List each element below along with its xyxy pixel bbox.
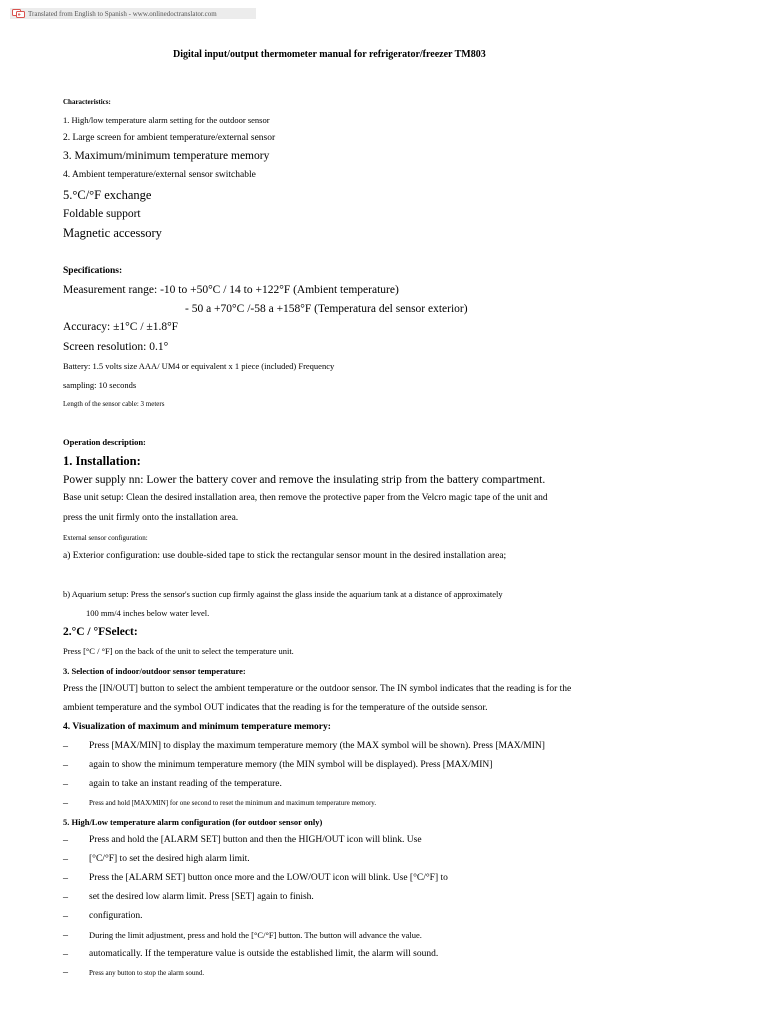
select-unit-text: Press [°C / °F] on the back of the unit to select the temperature unit. <box>63 646 294 656</box>
memory-list-item: again to take an instant reading of the temperature. <box>89 779 282 789</box>
characteristic-item: 5.°C/°F exchange <box>63 188 152 202</box>
spec-cable: Length of the sensor cable: 3 meters <box>63 400 165 408</box>
characteristics-heading: Characteristics: <box>63 98 111 106</box>
characteristic-item: 1. High/low temperature alarm setting for the outdoor sensor <box>63 115 270 125</box>
spec-range-external: - 50 a +70°C /-58 a +158°F (Temperatura del sensor exterior) <box>185 303 468 315</box>
exterior-config-text: a) Exterior configuration: use double-sided tape to stick the rectangular sensor mount in the desired installation area; <box>63 551 507 561</box>
list-bullet: – <box>63 892 68 903</box>
memory-list-item: Press and hold [MAX/MIN] for one second to reset the minimum and maximum temperature memory. <box>89 799 377 807</box>
characteristic-item: 3. Maximum/minimum temperature memory <box>63 150 270 162</box>
spec-resolution: Screen resolution: 0.1° <box>63 341 169 353</box>
power-supply-text: Power supply nn: Lower the battery cover and remove the insulating strip from the battery compartment. <box>63 474 546 486</box>
characteristic-item: Magnetic accessory <box>63 226 162 240</box>
list-bullet: – <box>63 779 68 790</box>
translation-banner[interactable] <box>10 8 256 19</box>
base-setup-text: Base unit setup: Clean the desired installation area, then remove the protective paper from the Velcro magic tape of the unit and <box>63 493 548 503</box>
operation-heading: Operation description: <box>63 437 146 447</box>
alarm-list-item: automatically. If the temperature value is outside the established limit, the alarm will sound. <box>89 949 439 959</box>
alarm-list-item: configuration. <box>89 911 143 921</box>
memory-list-item: again to show the minimum temperature memory (the MIN symbol will be displayed). Press [MAX/MIN] <box>89 760 493 770</box>
alarm-list-item: [°C/°F] to set the desired high alarm limit. <box>89 854 250 864</box>
memory-heading: 4. Visualization of maximum and minimum temperature memory: <box>63 722 331 732</box>
list-bullet: – <box>63 949 68 960</box>
installation-heading: 1. Installation: <box>63 454 141 468</box>
spec-accuracy: Accuracy: ±1°C / ±1.8°F <box>63 321 179 333</box>
characteristic-item: Foldable support <box>63 208 141 220</box>
inout-text: Press the [IN/OUT] button to select the ambient temperature or the outdoor sensor. The IN symbol indicates that the reading is for the <box>63 684 572 694</box>
inout-heading: 3. Selection of indoor/outdoor sensor temperature: <box>63 666 246 676</box>
list-bullet: – <box>63 854 68 865</box>
aquarium-setup-text: 100 mm/4 inches below water level. <box>86 608 210 618</box>
external-sensor-config-label: External sensor configuration: <box>63 534 148 542</box>
spec-battery: Battery: 1.5 volts size AAA/ UM4 or equivalent x 1 piece (included) Frequency <box>63 361 335 371</box>
select-unit-heading: 2.°C / °FSelect: <box>63 626 138 638</box>
specifications-heading: Specifications: <box>63 266 123 276</box>
alarm-list-item: Press the [ALARM SET] button once more and the LOW/OUT icon will blink. Use [°C/°F] to <box>89 873 448 883</box>
alarm-list-item: During the limit adjustment, press and hold the [°C/°F] button. The button will advance the value. <box>89 930 422 940</box>
translation-banner-text[interactable]: Translated from English to Spanish - www.onlinedoctranslator.com <box>28 9 217 18</box>
characteristic-item: 2. Large screen for ambient temperature/external sensor <box>63 133 276 143</box>
list-bullet: – <box>63 911 68 922</box>
aquarium-setup-text: b) Aquarium setup: Press the sensor's suction cup firmly against the glass inside the aquarium tank at a distance of approximately <box>63 589 503 599</box>
page-title: Digital input/output thermometer manual for refrigerator/freezer TM803 <box>173 49 486 60</box>
memory-list-item: Press [MAX/MIN] to display the maximum temperature memory (the MAX symbol will be shown). Press [MAX/MIN] <box>89 741 545 751</box>
list-bullet: – <box>63 873 68 884</box>
alarm-list-item: Press and hold the [ALARM SET] button and then the HIGH/OUT icon will blink. Use <box>89 835 422 845</box>
list-bullet: – <box>63 760 68 771</box>
alarm-list-item: Press any button to stop the alarm sound. <box>89 969 205 977</box>
characteristic-item: 4. Ambient temperature/external sensor switchable <box>63 170 256 180</box>
list-bullet: – <box>63 930 68 941</box>
list-bullet: – <box>63 967 68 978</box>
alarm-list-item: set the desired low alarm limit. Press [SET] again to finish. <box>89 892 314 902</box>
list-bullet: – <box>63 798 68 809</box>
list-bullet: – <box>63 741 68 752</box>
spec-range: Measurement range: -10 to +50°C / 14 to +122°F (Ambient temperature) <box>63 284 399 296</box>
translator-logo-icon <box>12 9 25 18</box>
list-bullet: – <box>63 835 68 846</box>
spec-sampling: sampling: 10 seconds <box>63 380 137 390</box>
inout-text: ambient temperature and the symbol OUT indicates that the reading is for the temperature of the outside sensor. <box>63 703 488 713</box>
alarm-heading: 5. High/Low temperature alarm configuration (for outdoor sensor only) <box>63 817 323 827</box>
base-setup-text: press the unit firmly onto the installation area. <box>63 513 239 523</box>
